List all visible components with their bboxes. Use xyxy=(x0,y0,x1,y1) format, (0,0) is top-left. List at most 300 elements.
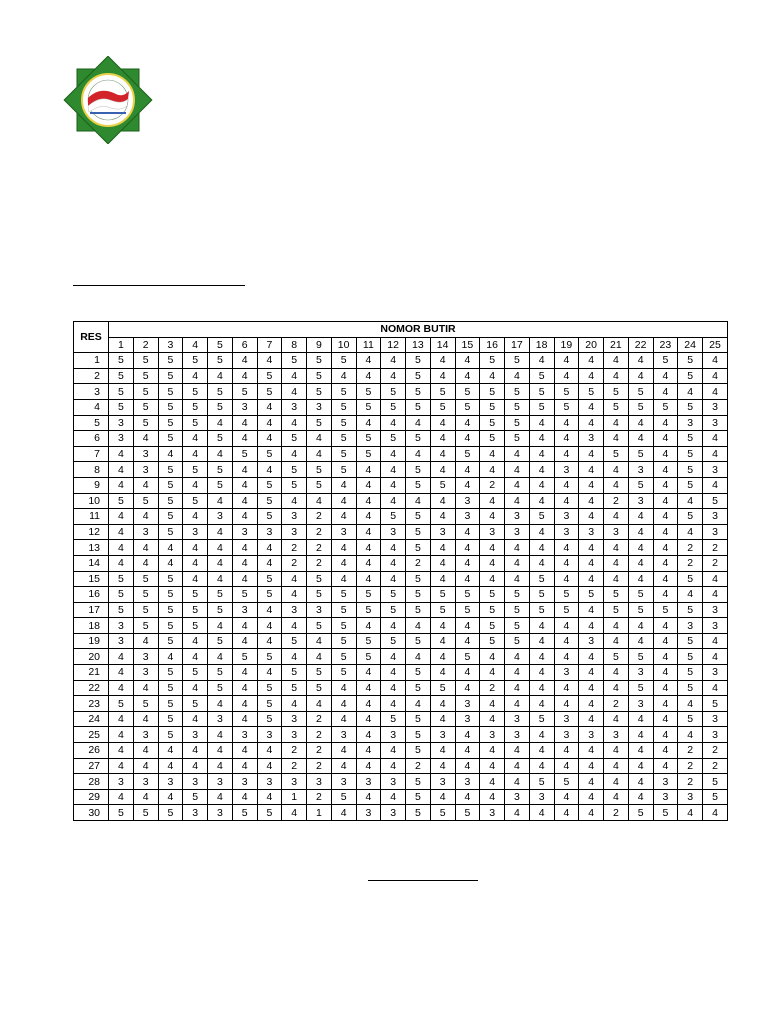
score-cell: 4 xyxy=(604,711,629,727)
score-cell: 4 xyxy=(653,665,678,681)
score-cell: 4 xyxy=(455,618,480,634)
score-cell: 5 xyxy=(529,509,554,525)
score-cell: 4 xyxy=(604,415,629,431)
score-cell: 5 xyxy=(232,649,257,665)
score-cell: 4 xyxy=(529,696,554,712)
score-cell: 3 xyxy=(455,509,480,525)
score-cell: 5 xyxy=(703,493,728,509)
score-cell: 4 xyxy=(109,743,134,759)
score-cell: 4 xyxy=(579,680,604,696)
score-cell: 3 xyxy=(183,774,208,790)
score-cell: 4 xyxy=(356,368,381,384)
score-cell: 5 xyxy=(505,415,530,431)
score-cell: 4 xyxy=(628,524,653,540)
score-cell: 2 xyxy=(307,555,332,571)
score-cell: 4 xyxy=(604,540,629,556)
score-cell: 5 xyxy=(208,602,233,618)
score-cell: 5 xyxy=(505,353,530,369)
score-cell: 5 xyxy=(455,384,480,400)
score-cell: 4 xyxy=(381,649,406,665)
score-cell: 3 xyxy=(331,524,356,540)
score-cell: 5 xyxy=(678,571,703,587)
score-cell: 4 xyxy=(653,555,678,571)
score-cell: 4 xyxy=(109,524,134,540)
score-cell: 5 xyxy=(356,633,381,649)
score-cell: 4 xyxy=(257,415,282,431)
score-cell: 3 xyxy=(109,618,134,634)
score-cell: 5 xyxy=(628,680,653,696)
table-row xyxy=(74,462,728,478)
score-cell: 4 xyxy=(307,493,332,509)
score-cell: 4 xyxy=(356,711,381,727)
score-cell: 5 xyxy=(158,602,183,618)
score-cell: 5 xyxy=(356,446,381,462)
score-cell: 4 xyxy=(579,805,604,821)
score-cell: 4 xyxy=(554,431,579,447)
score-cell: 5 xyxy=(133,384,158,400)
score-cell: 4 xyxy=(356,727,381,743)
score-cell: 5 xyxy=(529,571,554,587)
score-cell: 5 xyxy=(430,587,455,603)
score-cell: 4 xyxy=(356,540,381,556)
score-cell: 3 xyxy=(356,805,381,821)
score-cell: 4 xyxy=(653,462,678,478)
score-cell: 4 xyxy=(455,415,480,431)
score-cell: 5 xyxy=(208,680,233,696)
score-cell: 5 xyxy=(208,665,233,681)
score-cell: 5 xyxy=(678,711,703,727)
score-cell: 3 xyxy=(505,789,530,805)
score-cell: 4 xyxy=(529,415,554,431)
score-cell: 3 xyxy=(554,727,579,743)
score-cell: 3 xyxy=(505,524,530,540)
score-cell: 5 xyxy=(307,587,332,603)
score-cell: 4 xyxy=(554,805,579,821)
score-cell: 4 xyxy=(183,649,208,665)
table-row xyxy=(74,524,728,540)
score-cell: 4 xyxy=(505,571,530,587)
score-cell: 4 xyxy=(307,633,332,649)
score-cell: 5 xyxy=(678,633,703,649)
score-cell: 5 xyxy=(331,399,356,415)
score-cell: 4 xyxy=(480,555,505,571)
score-cell: 3 xyxy=(703,415,728,431)
score-cell: 5 xyxy=(109,353,134,369)
score-cell: 2 xyxy=(307,711,332,727)
column-header: 12 xyxy=(381,337,406,353)
score-cell: 5 xyxy=(430,477,455,493)
score-cell: 2 xyxy=(307,743,332,759)
score-cell: 3 xyxy=(579,633,604,649)
score-cell: 4 xyxy=(480,368,505,384)
score-cell: 5 xyxy=(703,696,728,712)
score-cell: 2 xyxy=(282,743,307,759)
score-cell: 3 xyxy=(257,774,282,790)
score-cell: 4 xyxy=(554,758,579,774)
score-cell: 4 xyxy=(109,477,134,493)
score-cell: 5 xyxy=(430,805,455,821)
questionnaire-score-table xyxy=(73,321,728,821)
score-cell: 4 xyxy=(579,462,604,478)
score-cell: 4 xyxy=(257,555,282,571)
score-cell: 4 xyxy=(703,587,728,603)
score-cell: 4 xyxy=(133,431,158,447)
score-cell: 3 xyxy=(133,727,158,743)
score-cell: 4 xyxy=(529,462,554,478)
score-cell: 5 xyxy=(678,665,703,681)
table-row xyxy=(74,415,728,431)
score-cell: 5 xyxy=(406,774,431,790)
score-cell: 4 xyxy=(628,540,653,556)
score-cell: 4 xyxy=(455,368,480,384)
score-cell: 4 xyxy=(232,571,257,587)
score-cell: 3 xyxy=(703,399,728,415)
respondent-number: 29 xyxy=(74,789,109,805)
score-cell: 4 xyxy=(653,431,678,447)
score-cell: 3 xyxy=(282,774,307,790)
score-cell: 3 xyxy=(208,805,233,821)
score-cell: 4 xyxy=(455,431,480,447)
score-cell: 5 xyxy=(406,743,431,759)
score-cell: 5 xyxy=(208,587,233,603)
score-cell: 4 xyxy=(257,353,282,369)
score-cell: 5 xyxy=(183,462,208,478)
score-cell: 4 xyxy=(183,540,208,556)
score-cell: 5 xyxy=(628,399,653,415)
score-cell: 2 xyxy=(604,493,629,509)
score-cell: 4 xyxy=(554,540,579,556)
score-cell: 4 xyxy=(232,633,257,649)
score-cell: 1 xyxy=(282,789,307,805)
score-cell: 3 xyxy=(554,711,579,727)
score-cell: 2 xyxy=(604,696,629,712)
score-cell: 4 xyxy=(653,727,678,743)
score-cell: 4 xyxy=(331,540,356,556)
score-cell: 5 xyxy=(208,399,233,415)
score-cell: 5 xyxy=(331,415,356,431)
respondent-number: 25 xyxy=(74,727,109,743)
score-cell: 5 xyxy=(133,696,158,712)
score-cell: 4 xyxy=(455,540,480,556)
score-cell: 4 xyxy=(529,524,554,540)
score-cell: 4 xyxy=(653,618,678,634)
table-row xyxy=(74,805,728,821)
score-cell: 4 xyxy=(505,743,530,759)
score-cell: 4 xyxy=(480,649,505,665)
score-cell: 4 xyxy=(579,477,604,493)
score-cell: 4 xyxy=(529,649,554,665)
score-cell: 4 xyxy=(579,571,604,587)
score-cell: 5 xyxy=(356,649,381,665)
score-cell: 5 xyxy=(505,602,530,618)
respondent-number: 14 xyxy=(74,555,109,571)
score-cell: 4 xyxy=(381,743,406,759)
score-cell: 4 xyxy=(109,462,134,478)
score-cell: 4 xyxy=(455,353,480,369)
score-cell: 5 xyxy=(678,399,703,415)
score-cell: 2 xyxy=(604,805,629,821)
score-cell: 3 xyxy=(529,789,554,805)
score-cell: 3 xyxy=(505,711,530,727)
score-cell: 4 xyxy=(628,758,653,774)
score-cell: 4 xyxy=(529,446,554,462)
column-header: 8 xyxy=(282,337,307,353)
score-cell: 4 xyxy=(208,571,233,587)
score-cell: 5 xyxy=(133,415,158,431)
score-cell: 3 xyxy=(628,665,653,681)
table-row xyxy=(74,540,728,556)
score-cell: 4 xyxy=(703,633,728,649)
score-cell: 5 xyxy=(430,399,455,415)
score-cell: 4 xyxy=(331,805,356,821)
score-cell: 5 xyxy=(604,384,629,400)
score-cell: 5 xyxy=(109,805,134,821)
score-cell: 4 xyxy=(381,696,406,712)
column-header: 21 xyxy=(604,337,629,353)
score-cell: 5 xyxy=(406,368,431,384)
score-cell: 4 xyxy=(430,431,455,447)
score-cell: 2 xyxy=(307,727,332,743)
score-cell: 4 xyxy=(604,462,629,478)
score-cell: 5 xyxy=(678,353,703,369)
score-cell: 4 xyxy=(331,477,356,493)
score-cell: 5 xyxy=(158,415,183,431)
score-cell: 4 xyxy=(604,368,629,384)
score-cell: 5 xyxy=(133,353,158,369)
table-body xyxy=(74,353,728,821)
score-cell: 5 xyxy=(158,727,183,743)
score-cell: 5 xyxy=(183,384,208,400)
score-cell: 5 xyxy=(480,415,505,431)
score-cell: 5 xyxy=(307,368,332,384)
table-row xyxy=(74,618,728,634)
score-cell: 4 xyxy=(480,509,505,525)
score-cell: 5 xyxy=(554,602,579,618)
score-cell: 5 xyxy=(604,649,629,665)
score-cell: 4 xyxy=(628,571,653,587)
score-cell: 2 xyxy=(678,758,703,774)
score-cell: 4 xyxy=(628,431,653,447)
score-cell: 4 xyxy=(381,446,406,462)
column-header: 25 xyxy=(703,337,728,353)
score-cell: 5 xyxy=(158,477,183,493)
score-cell: 5 xyxy=(257,711,282,727)
score-cell: 4 xyxy=(455,571,480,587)
score-cell: 4 xyxy=(554,446,579,462)
score-cell: 4 xyxy=(579,602,604,618)
score-cell: 5 xyxy=(628,446,653,462)
score-cell: 4 xyxy=(703,368,728,384)
score-cell: 4 xyxy=(628,789,653,805)
respondent-number: 11 xyxy=(74,509,109,525)
score-cell: 3 xyxy=(158,774,183,790)
score-cell: 5 xyxy=(455,446,480,462)
score-cell: 5 xyxy=(307,462,332,478)
score-cell: 5 xyxy=(183,665,208,681)
score-cell: 3 xyxy=(430,774,455,790)
score-cell: 5 xyxy=(331,384,356,400)
score-cell: 4 xyxy=(208,493,233,509)
score-cell: 4 xyxy=(282,649,307,665)
score-cell: 5 xyxy=(158,696,183,712)
score-cell: 5 xyxy=(158,493,183,509)
score-cell: 4 xyxy=(480,446,505,462)
score-cell: 3 xyxy=(554,509,579,525)
score-cell: 4 xyxy=(208,415,233,431)
score-cell: 4 xyxy=(331,758,356,774)
table-row xyxy=(74,633,728,649)
score-cell: 4 xyxy=(282,384,307,400)
score-cell: 4 xyxy=(505,493,530,509)
score-cell: 4 xyxy=(183,555,208,571)
score-cell: 4 xyxy=(455,633,480,649)
score-cell: 5 xyxy=(208,477,233,493)
score-cell: 3 xyxy=(703,602,728,618)
score-cell: 5 xyxy=(109,368,134,384)
score-cell: 4 xyxy=(529,633,554,649)
score-cell: 4 xyxy=(381,665,406,681)
score-cell: 3 xyxy=(480,727,505,743)
score-cell: 5 xyxy=(257,493,282,509)
score-cell: 3 xyxy=(703,509,728,525)
score-cell: 5 xyxy=(381,602,406,618)
score-cell: 4 xyxy=(678,727,703,743)
score-cell: 4 xyxy=(430,415,455,431)
score-cell: 4 xyxy=(505,774,530,790)
score-cell: 5 xyxy=(628,477,653,493)
score-cell: 4 xyxy=(331,711,356,727)
score-cell: 3 xyxy=(579,524,604,540)
score-cell: 4 xyxy=(257,399,282,415)
score-cell: 4 xyxy=(109,727,134,743)
score-cell: 2 xyxy=(480,477,505,493)
score-cell: 5 xyxy=(678,509,703,525)
score-cell: 4 xyxy=(282,368,307,384)
score-cell: 4 xyxy=(678,587,703,603)
score-cell: 5 xyxy=(628,649,653,665)
score-cell: 4 xyxy=(183,571,208,587)
respondent-number: 9 xyxy=(74,477,109,493)
score-cell: 4 xyxy=(653,587,678,603)
score-cell: 4 xyxy=(381,493,406,509)
score-cell: 4 xyxy=(158,743,183,759)
score-cell: 4 xyxy=(356,509,381,525)
score-cell: 4 xyxy=(133,789,158,805)
respondent-number: 30 xyxy=(74,805,109,821)
score-cell: 5 xyxy=(678,462,703,478)
table-row xyxy=(74,711,728,727)
score-cell: 4 xyxy=(505,555,530,571)
score-cell: 4 xyxy=(579,415,604,431)
score-cell: 4 xyxy=(480,758,505,774)
column-header: 6 xyxy=(232,337,257,353)
score-cell: 4 xyxy=(183,431,208,447)
column-header: 23 xyxy=(653,337,678,353)
score-cell: 5 xyxy=(529,384,554,400)
score-cell: 3 xyxy=(282,399,307,415)
score-cell: 4 xyxy=(232,618,257,634)
score-cell: 5 xyxy=(505,587,530,603)
score-cell: 5 xyxy=(282,462,307,478)
respondent-number: 15 xyxy=(74,571,109,587)
score-cell: 5 xyxy=(331,665,356,681)
score-cell: 3 xyxy=(282,509,307,525)
score-cell: 4 xyxy=(232,680,257,696)
score-cell: 4 xyxy=(133,540,158,556)
score-cell: 4 xyxy=(331,555,356,571)
score-cell: 5 xyxy=(208,384,233,400)
score-cell: 5 xyxy=(356,602,381,618)
column-header: 1 xyxy=(109,337,134,353)
score-cell: 4 xyxy=(232,789,257,805)
score-cell: 4 xyxy=(628,353,653,369)
score-cell: 5 xyxy=(257,680,282,696)
score-cell: 4 xyxy=(529,727,554,743)
score-cell: 4 xyxy=(554,368,579,384)
score-cell: 4 xyxy=(579,618,604,634)
score-cell: 3 xyxy=(604,727,629,743)
score-cell: 5 xyxy=(381,587,406,603)
score-cell: 4 xyxy=(628,711,653,727)
score-cell: 4 xyxy=(430,711,455,727)
score-cell: 5 xyxy=(307,618,332,634)
score-cell: 3 xyxy=(356,774,381,790)
score-cell: 4 xyxy=(480,743,505,759)
score-cell: 4 xyxy=(703,353,728,369)
table-row xyxy=(74,587,728,603)
score-cell: 5 xyxy=(406,462,431,478)
score-cell: 4 xyxy=(653,743,678,759)
score-cell: 4 xyxy=(579,540,604,556)
score-cell: 4 xyxy=(653,509,678,525)
score-cell: 4 xyxy=(109,789,134,805)
score-cell: 3 xyxy=(109,415,134,431)
score-cell: 3 xyxy=(257,727,282,743)
score-cell: 4 xyxy=(529,493,554,509)
score-cell: 4 xyxy=(430,571,455,587)
score-cell: 3 xyxy=(455,493,480,509)
score-cell: 4 xyxy=(628,415,653,431)
score-cell: 4 xyxy=(356,665,381,681)
score-cell: 4 xyxy=(331,571,356,587)
table-row xyxy=(74,399,728,415)
score-cell: 4 xyxy=(282,618,307,634)
table-row xyxy=(74,649,728,665)
score-cell: 4 xyxy=(653,649,678,665)
score-cell: 4 xyxy=(381,680,406,696)
score-cell: 4 xyxy=(109,758,134,774)
score-cell: 4 xyxy=(109,711,134,727)
score-cell: 5 xyxy=(604,399,629,415)
score-cell: 5 xyxy=(109,587,134,603)
score-cell: 4 xyxy=(158,555,183,571)
score-cell: 4 xyxy=(406,618,431,634)
score-cell: 4 xyxy=(133,509,158,525)
score-cell: 4 xyxy=(628,743,653,759)
column-header: 5 xyxy=(208,337,233,353)
score-cell: 5 xyxy=(133,368,158,384)
score-cell: 4 xyxy=(356,415,381,431)
score-cell: 5 xyxy=(529,587,554,603)
score-cell: 5 xyxy=(529,368,554,384)
score-cell: 2 xyxy=(307,540,332,556)
score-cell: 4 xyxy=(455,743,480,759)
score-cell: 5 xyxy=(307,665,332,681)
score-cell: 4 xyxy=(381,415,406,431)
score-cell: 4 xyxy=(529,353,554,369)
score-cell: 5 xyxy=(307,415,332,431)
score-cell: 4 xyxy=(678,696,703,712)
